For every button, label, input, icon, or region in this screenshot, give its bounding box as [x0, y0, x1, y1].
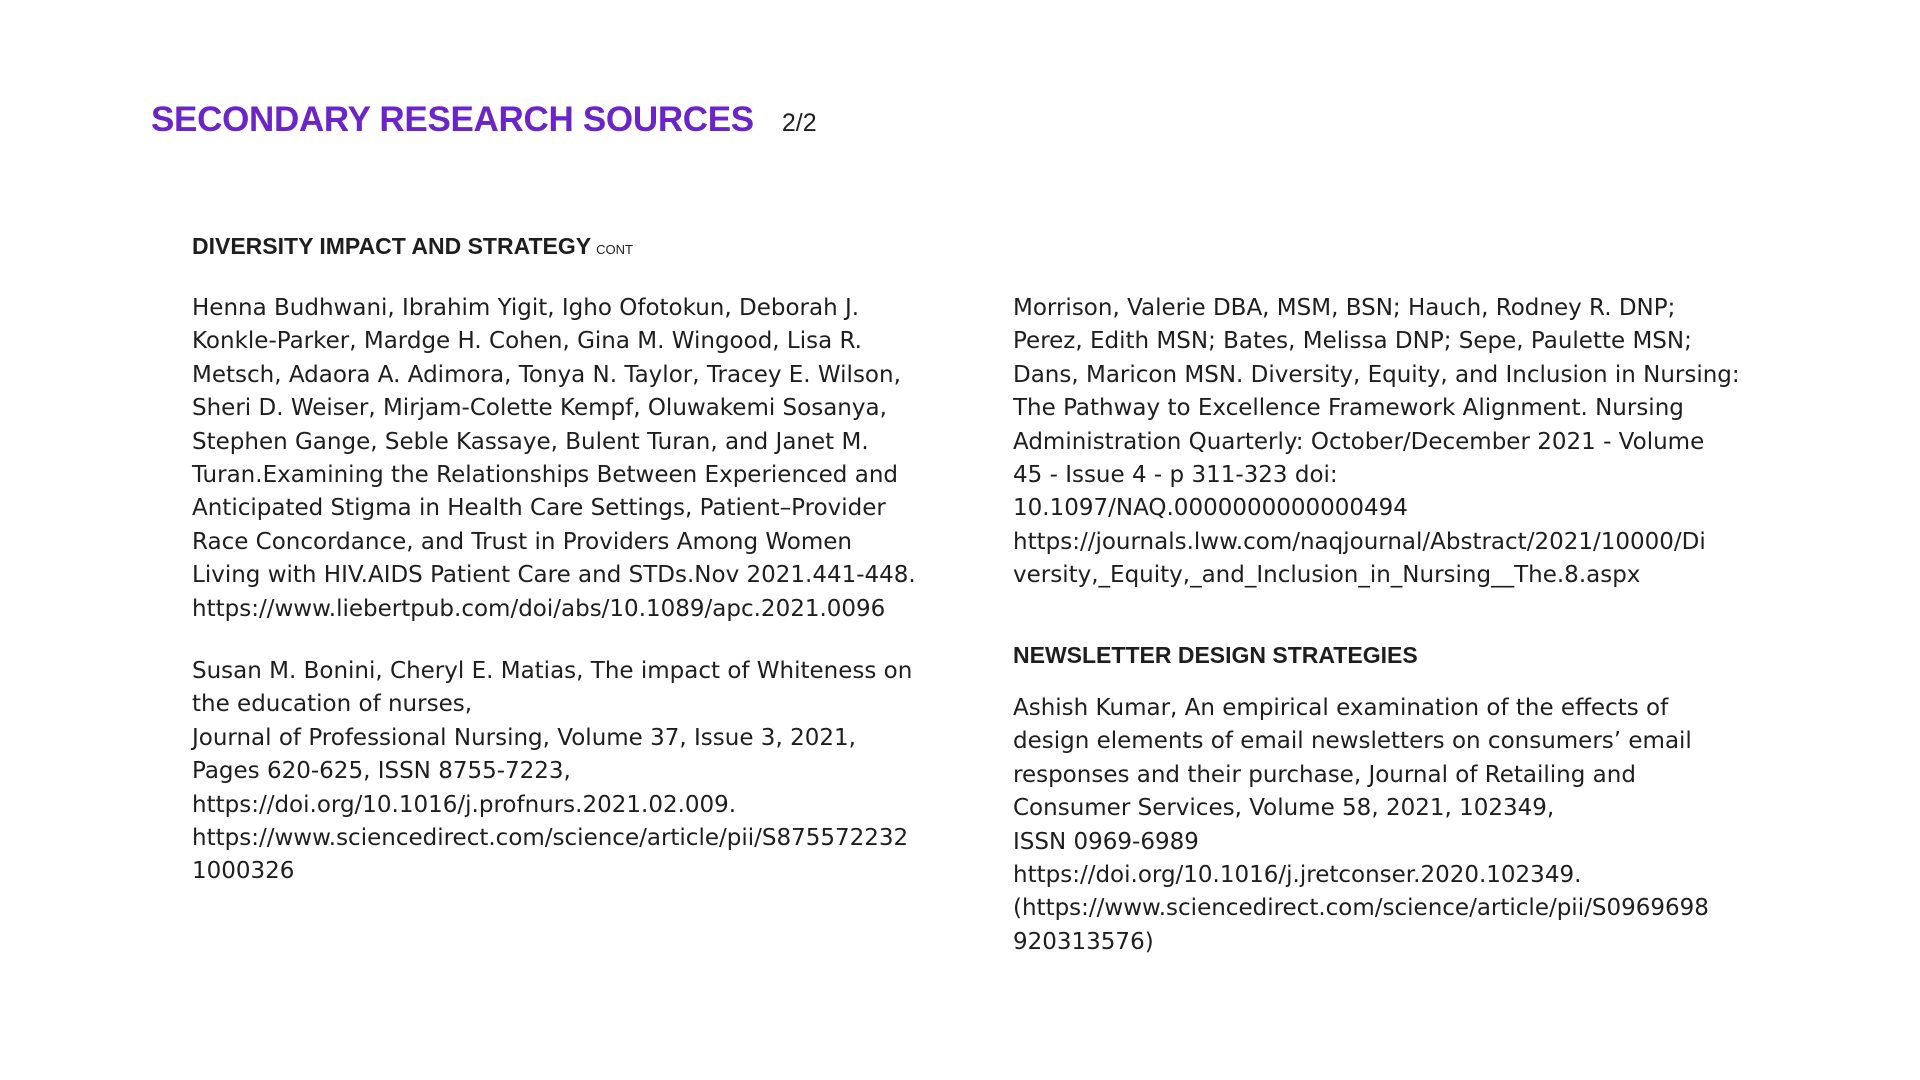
section-heading-label: NEWSLETTER DESIGN STRATEGIES [1013, 642, 1418, 668]
reference-kumar: Ashish Kumar, An empirical examination of the effects of design elements of email newsletters on consumers’ email responses and their purchase, Journal of Retailing and Consumer Services, Volume 58, 2021, 102349, ISSN 0969-6989 https://doi.org/10.1016/j.jretconser.2020.102349. (https://www.sciencedirect.com/science/article/pii/S0969698 920313576) [1013, 695, 1709, 955]
section-heading-diversity [192, 233, 633, 260]
reference-budhwani: Henna Budhwani, Ibrahim Yigit, Igho Ofotokun, Deborah J. Konkle-Parker, Mardge H. Cohen, Gina M. Wingood, Lisa R. Metsch, Adaora A. Adimora, Tonya N. Taylor, Tracey E. Wilson, Sheri D. Weiser, Mirjam-Colette Kempf, Oluwakemi Sosanya, Stephen Gange, Seble Kassaye, Bulent Turan, and Janet M. Turan.Examining the Relationships Between Experienced and Anticipated Stigma in Health Care Settings, Patient–Provider Race Concordance, and Trust in Providers Among Women Living with HIV.AIDS Patient Care and STDs.Nov 2021.441-448. https://www.liebertpub.com/doi/abs/10.1089/apc.2021.0096 [192, 295, 916, 622]
reference-bonini: Susan M. Bonini, Cheryl E. Matias, The impact of Whiteness on the education of nurses, Journal of Professional Nursing, Volume 37, Issue 3, 2021, Pages 620-625, ISSN 8755-7223, https://doi.org/10.1016/j.profnurs.2021.02.009. https://www.sciencedirect.com/science/article/pii/S875572232 1000326 [192, 658, 913, 885]
section-heading-label: DIVERSITY IMPACT AND STRATEGY [192, 233, 592, 259]
page-title: SECONDARY RESEARCH SOURCES [151, 100, 754, 139]
page-header [151, 100, 817, 140]
section-heading-suffix: CONT [596, 242, 633, 257]
section-heading-newsletter [1013, 642, 1418, 669]
page-number: 2/2 [781, 109, 817, 137]
reference-morrison: Morrison, Valerie DBA, MSM, BSN; Hauch, Rodney R. DNP; Perez, Edith MSN; Bates, Melissa DNP; Sepe, Paulette MSN; Dans, Maricon MSN. Diversity, Equity, and Inclusion in Nursing: The Pathway to Excellence Framework Alignment. Nursing Administration Quarterly: October/December 2021 - Volume 45 - Issue 4 - p 311-323 doi: 10.1097/NAQ.0000000000000494 https://journals.lww.com/naqjournal/Abstract/2021/10000/Di versity,_Equity,_and_Inclusion_in_Nursing__The.8.aspx [1013, 295, 1740, 589]
